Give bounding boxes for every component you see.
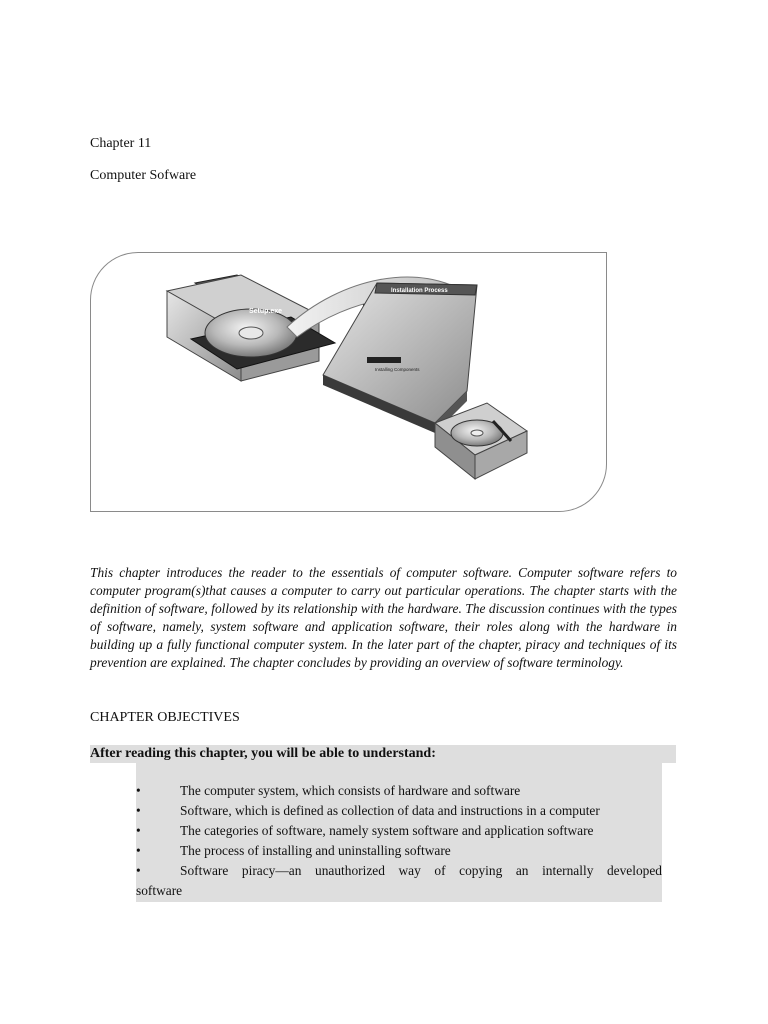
objectives-heading: CHAPTER OBJECTIVES bbox=[90, 710, 240, 725]
cd-label: Setup.exe bbox=[249, 308, 283, 315]
progress-bar bbox=[367, 357, 401, 363]
chapter-introduction: This chapter introduces the reader to the essentials of computer software. Computer software refers to computer program(s)that causes a computer to carry out particular operations. The chapter starts with the definition of software, followed by its relationship with the hardware. The discussion continues with the types of software, namely, system software and application software, their roles along with the hardware in building up a fully functional computer system. In the later part of the chapter, piracy and techniques of its prevention are explained. The chapter concludes by providing an overview of software terminology. bbox=[90, 565, 677, 670]
list-item-text: The computer system, which consists of hardware and software bbox=[180, 783, 521, 798]
figure-frame bbox=[90, 252, 607, 512]
objectives-lead: After reading this chapter, you will be able to understand: bbox=[90, 745, 676, 763]
window-title: Installation Process bbox=[391, 288, 448, 294]
progress-caption: Installing Components bbox=[375, 367, 420, 372]
list-item bbox=[136, 861, 662, 881]
installation-illustration bbox=[91, 253, 606, 511]
list-item bbox=[136, 821, 662, 841]
bullet-icon: • bbox=[136, 843, 141, 858]
objectives-list bbox=[136, 763, 662, 901]
list-item bbox=[136, 781, 662, 801]
bullet-icon: • bbox=[136, 823, 141, 838]
list-item-text: The process of installing and uninstalling software bbox=[180, 843, 451, 858]
bullet-icon: • bbox=[136, 783, 141, 798]
list-item-continuation: software bbox=[136, 883, 183, 898]
bullet-icon: • bbox=[136, 863, 141, 878]
list-item-text: Software piracy—an unauthorized way of copying an internally developed bbox=[180, 863, 662, 878]
chapter-title: Computer Sofware bbox=[90, 168, 197, 183]
bullet-icon: • bbox=[136, 803, 141, 818]
chapter-label: Chapter 11 bbox=[90, 136, 152, 151]
list-item-text: Software, which is defined as collection of data and instructions in a computer bbox=[180, 803, 600, 818]
list-item bbox=[136, 841, 662, 861]
objectives-box bbox=[136, 763, 662, 902]
list-item bbox=[136, 801, 662, 821]
list-item-text: The categories of software, namely system software and application software bbox=[180, 823, 594, 838]
cd-disc-icon bbox=[205, 308, 297, 357]
